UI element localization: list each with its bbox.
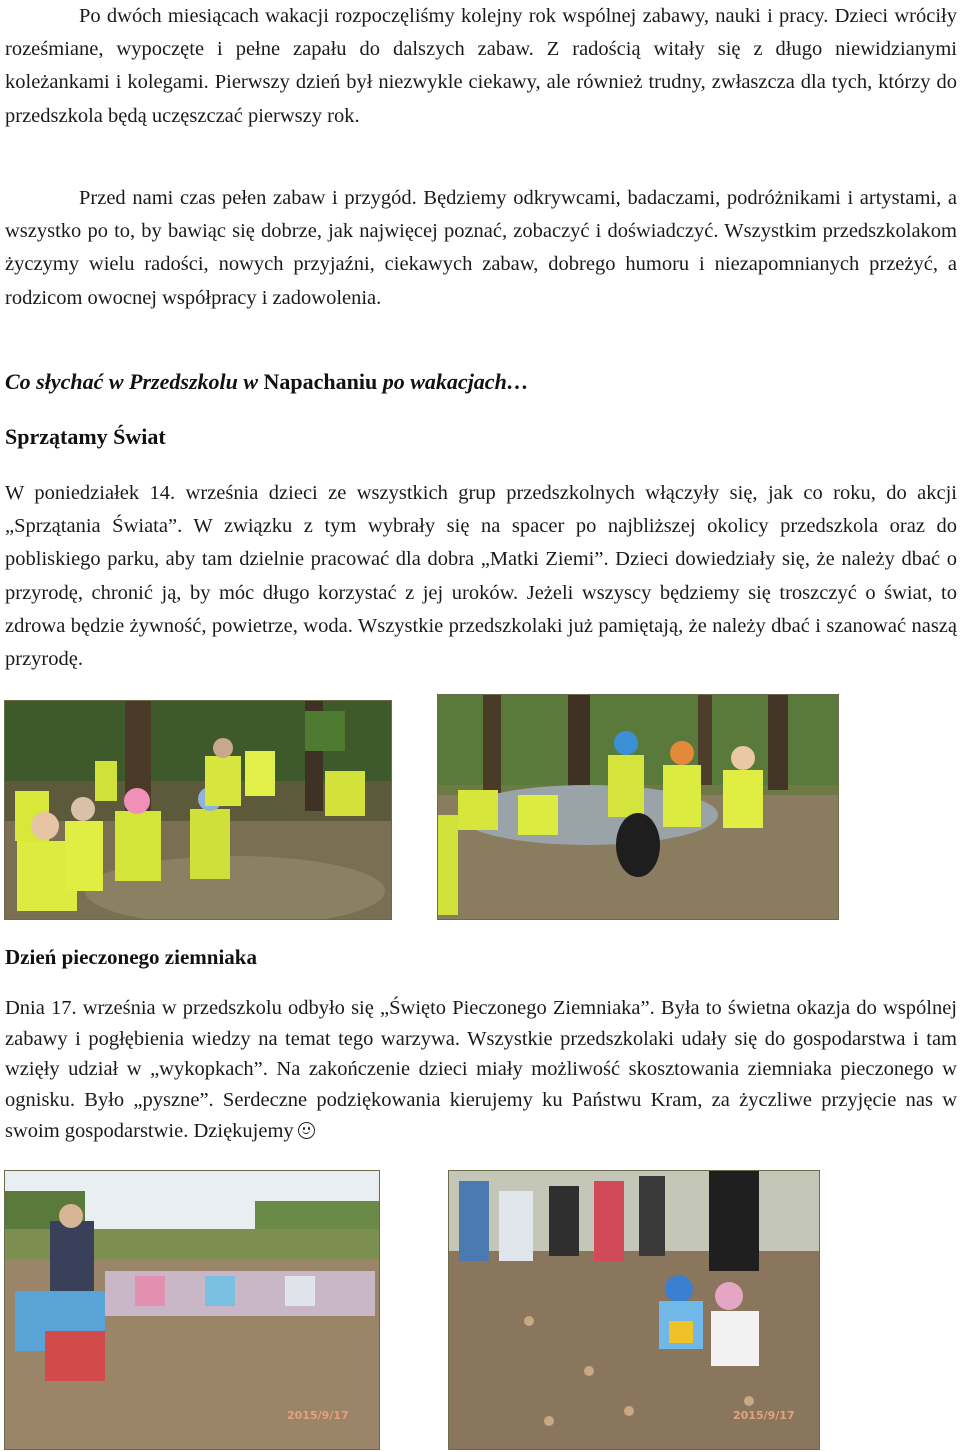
section-title: [5, 369, 529, 395]
date-stamp-right: 2015/9/17: [733, 1409, 795, 1422]
cleanup-text: W poniedziałek 14. września dzieci ze wszystkich grup przedszkolnych włączyły się, jak co roku, do akcji „Sprzątania Świata”. W związku z tym wybrały się na spacer po najbliższej okolicy przedszkola oraz do pobliskiego parku, aby tam dzielnie pracować dla dobra „Matki Ziemi”. Dzieci dowiedziały się, że należy dbać o przyrodę, chronić ją, by móc długo korzystać z jej uroków. Jeżeli wszyscy będziemy się troszczyć o świat, to zdrowa będzie żywność, powietrze, woda. Wszystkie przedszkolaki już pamiętają, że należy dbać i szanować naszą przyrodę.: [5, 482, 957, 671]
date-stamp-left: 2015/9/17: [287, 1409, 349, 1422]
intro-paragraph-2: [5, 182, 957, 315]
cleanup-title: Sprzątamy Świat: [5, 424, 166, 449]
potato-text: [5, 993, 957, 1147]
potato-paragraph: [5, 993, 957, 1147]
section-title-part3: po wakacjach…: [377, 369, 529, 394]
cleanup-photo-1: [4, 700, 392, 920]
cleanup-paragraph: [5, 477, 957, 676]
potato-title: Dzień pieczonego ziemniaka: [5, 945, 257, 969]
intro-text-1: Po dwóch miesiącach wakacji rozpoczęliśmy kolejny rok wspólnej zabawy, nauki i pracy. Dzieci wróciły roześmiane, wypoczęte i pełne zapału do dalszych zabaw. Z radością witały się z długo niewidzianymi koleżankami i kolegami. Pierwszy dzień był niezwykle ciekawy, ale również trudny, zwłaszcza dla tych, którzy do przedszkola będą uczęszczać pierwszy rok.: [5, 5, 957, 127]
section-title-part2: Napachaniu: [263, 369, 378, 394]
potato-photo-2: [448, 1170, 820, 1450]
cleanup-photo-2: [437, 694, 839, 920]
smiley-icon: [298, 1122, 315, 1139]
section-title-part1: Co słychać w Przedszkolu w: [5, 369, 264, 394]
potato-photo-1: [4, 1170, 380, 1450]
potato-text-content: Dnia 17. września w przedszkolu odbyło się „Święto Pieczonego Ziemniaka”. Była to świetna okazja do wspólnej zabawy i pogłębienia wiedzy na temat tego warzywa. Wszystkie przedszkolaki udały się do gospodarstwa i tam wzięły udział w „wykopkach”. Na zakończenie dzieci miały możliwość skosztowania ziemniaka pieczonego w ognisku. Było „pyszne”. Serdeczne podziękowania kierujemy ku Państwu Kram, za życzliwe przyjęcie nas w swoim gospodarstwie. Dziękujemy: [5, 997, 957, 1142]
intro-paragraph-1: [5, 0, 957, 133]
intro-text-2: Przed nami czas pełen zabaw i przygód. Będziemy odkrywcami, badaczami, podróżnikami i artystami, a wszystko po to, by bawiąc się dobrze, jak najwięcej poznać, zobaczyć i doświadczyć. Wszystkim przedszkolakom życzymy wielu radości, nowych przyjaźni, ciekawych zabaw, dobrego humoru i niezapomnianych przeżyć, a rodzicom owocnej współpracy i zadowolenia.: [5, 187, 957, 309]
